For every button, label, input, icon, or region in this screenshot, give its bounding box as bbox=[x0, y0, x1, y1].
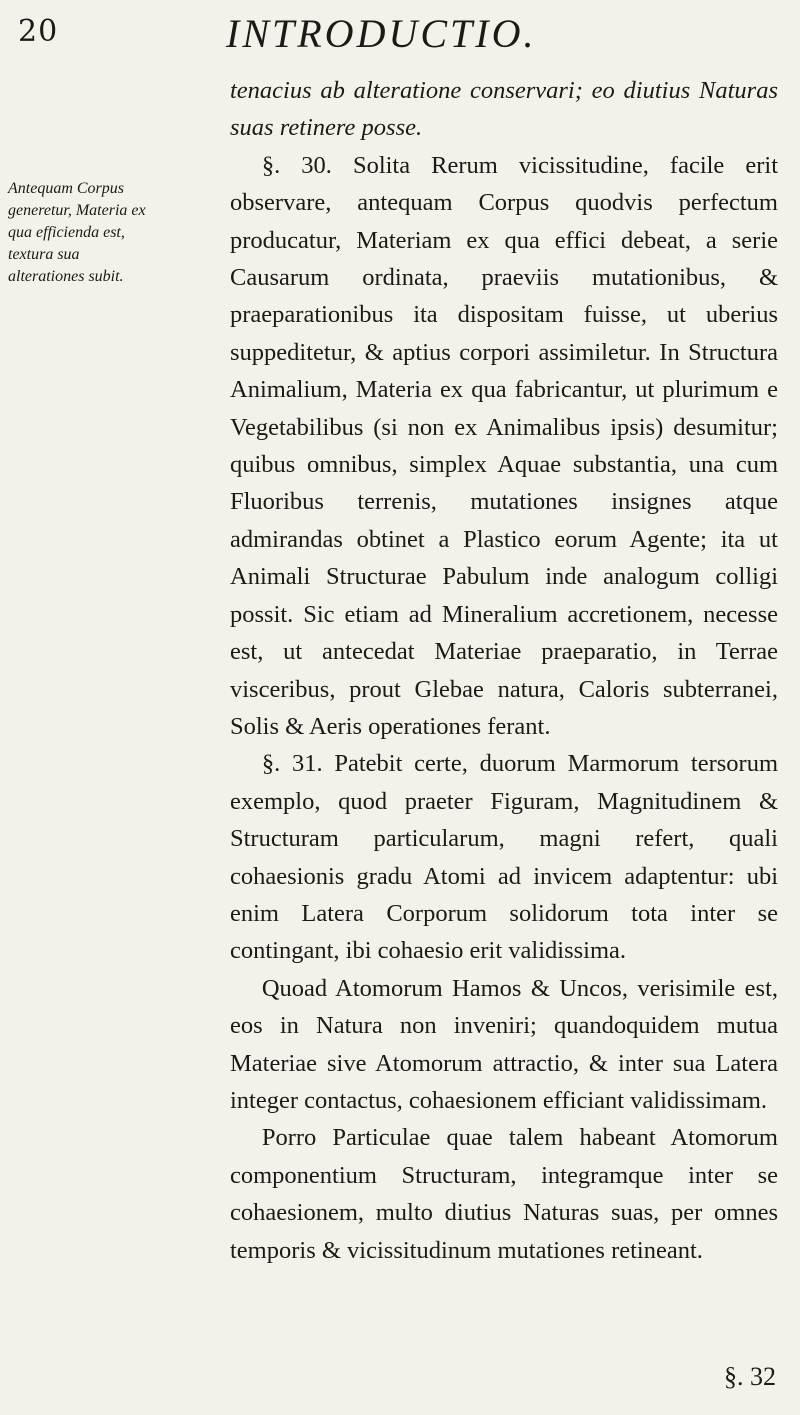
paragraph-continuation: tenacius ab alteratione conservari; eo diutius Naturas suas retinere posse. bbox=[230, 77, 778, 142]
paragraph-section-31: §. 31. Patebit certe, duorum Marmorum tersorum exemplo, quod praeter Figuram, Magnitudinem & Structuram particularum, magni refert, quali cohaesionis gradu Atomi ad invicem adaptentur: ubi enim Latera Corporum solidorum tota inter se contingant, ibi cohaesio erit validissima. bbox=[230, 750, 778, 965]
paragraph-particles: Porro Particulae quae talem habeant Atomorum componentium Structuram, integramque inter se cohaesionem, multo diutius Naturas suas, per omnes temporis & vicissitudinum mutationes retineant. bbox=[230, 1124, 778, 1264]
marginal-note: Antequam Corpus generetur, Materia ex qua efficienda est, textura sua alterationes subit. bbox=[8, 180, 146, 285]
paragraph-hooks: Quoad Atomorum Hamos & Uncos, verisimile est, eos in Natura non inveniri; quandoquidem mutua Materiae sive Atomorum attractio, & inter sua Latera integer contactus, cohaesionem efficiant validissimam. bbox=[230, 974, 778, 1114]
running-head: INTRODUCTIO. bbox=[226, 11, 537, 56]
page-number: 20 bbox=[18, 14, 59, 49]
catchword: §. 32 bbox=[724, 1362, 776, 1391]
main-text bbox=[230, 72, 778, 1269]
paragraph-section-30: §. 30. Solita Rerum vicissitudine, facile erit observare, antequam Corpus quodvis perfectum producatur, Materiam ex qua effici debeat, a serie Causarum ordinata, praeviis mutationibus, & praeparationibus ita dispositam fuisse, ut uberius suppeditetur, & aptius corpori assimiletur. In Structura Animalium, Materia ex qua fabricantur, ut plurimum e Vegetabilibus (si non ex Animalibus ipsis) desumitur; quibus omnibus, simplex Aquae substantia, una cum Fluoribus terrenis, mutationes insignes atque admirandas obtinet a Plastico eorum Agente; ita ut Animali Structurae Pabulum inde analogum colligi possit. Sic etiam ad Mineralium accretionem, necesse est, ut antecedat Materiae praeparatio, in Terrae visceribus, prout Glebae natura, Caloris subterranei, Solis & Aeris operationes ferant. bbox=[230, 151, 778, 740]
